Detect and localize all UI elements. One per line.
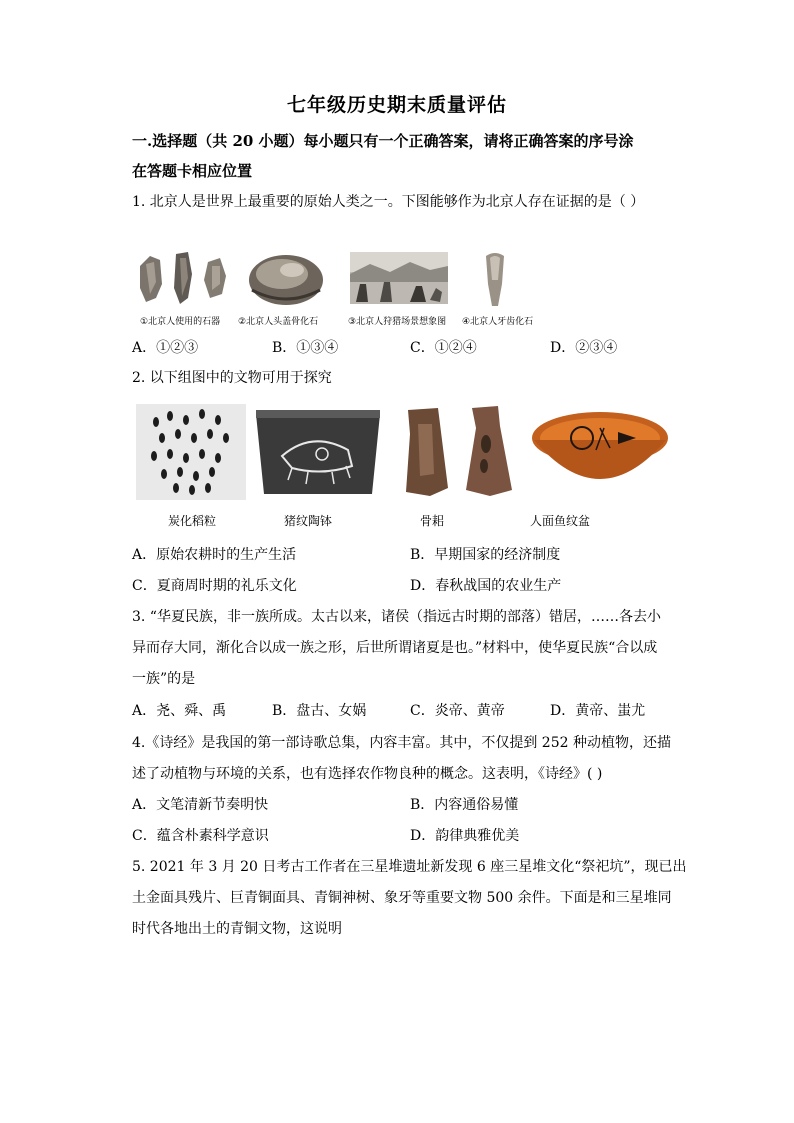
pig-pattern-bowl-image (252, 406, 384, 500)
q4-option-a[interactable]: A．文笔清新节奏明快 (132, 797, 269, 813)
page-title: 七年级历史期末质量评估 (286, 94, 507, 116)
stone-tools-image (136, 248, 228, 310)
tooth-fossil-image (480, 250, 510, 310)
q3-option-b[interactable]: B．盘古、女娲 (272, 703, 367, 719)
section-heading-line1: 一.选择题（共 20 小题）每小题只有一个正确答案，请将正确答案的序号涂 (132, 132, 634, 150)
q2-stem: 2. 以下组图中的文物可用于探究 (132, 370, 332, 386)
q4-option-d[interactable]: D．韵律典雅优美 (410, 828, 520, 844)
bone-spade-image (400, 404, 520, 500)
q2-option-d[interactable]: D．春秋战国的农业生产 (410, 578, 562, 594)
q4-option-c[interactable]: C．蕴含朴素科学意识 (132, 828, 269, 844)
q1-option-b[interactable]: B．①③④ (272, 340, 339, 356)
q1-option-c[interactable]: C．①②④ (410, 340, 477, 356)
q2-option-c[interactable]: C．夏商周时期的礼乐文化 (132, 578, 297, 594)
fish-face-basin-image (530, 408, 670, 498)
q3-line-3: 一族”的是 (132, 671, 196, 687)
q2-option-a[interactable]: A．原始农耕时的生产生活 (132, 547, 297, 563)
q3-option-c[interactable]: C．炎帝、黄帝 (410, 703, 505, 719)
q4-line-1: 4.《诗经》是我国的第一部诗歌总集，内容丰富。其中，不仅提到 252 种动植物，还描 (132, 735, 671, 751)
q4-option-b[interactable]: B．内容通俗易懂 (410, 797, 519, 813)
q5-line-3: 时代各地出土的青铜文物，这说明 (132, 921, 342, 937)
skull-fossil-image (246, 248, 326, 310)
q3-line-2: 异而存大同，渐化合以成一族之形，后世所谓诸夏是也。”材料中，使华夏民族“合以成 (132, 640, 658, 656)
q1-stem: 1. 北京人是世界上最重要的原始人类之一。下图能够作为北京人存在证据的是（ ） (132, 194, 645, 210)
q1-caption-2: ②北京人头盖骨化石 (238, 317, 319, 327)
q2-caption-1: 炭化稻粒 (167, 514, 216, 528)
q1-option-a[interactable]: A．①②③ (132, 340, 199, 356)
q2-caption-2: 猪纹陶钵 (283, 514, 332, 528)
q3-option-d[interactable]: D．黄帝、蚩尤 (550, 703, 646, 719)
q1-caption-1: ①北京人使用的石器 (140, 317, 221, 327)
q1-caption-3: ③北京人狩猎场景想象图 (348, 317, 447, 327)
q4-line-2: 述了动植物与环境的关系，也有选择农作物良种的概念。这表明，《诗经》( ) (132, 766, 603, 782)
section-heading-line2: 在答题卡相应位置 (132, 162, 253, 180)
q2-caption-3: 骨耜 (419, 514, 444, 528)
q2-option-b[interactable]: B．早期国家的经济制度 (410, 547, 561, 563)
hunting-scene-image (350, 252, 448, 304)
q1-caption-4: ④北京人牙齿化石 (462, 317, 534, 327)
q1-option-d[interactable]: D．②③④ (550, 340, 618, 356)
q5-line-1: 5. 2021 年 3 月 20 日考古工作者在三星堆遗址新发现 6 座三星堆文化“祭祀坑”，现已出 (132, 859, 687, 875)
carbonized-rice-image (136, 404, 246, 500)
q3-line-1: 3. “华夏民族，非一族所成。太古以来，诸侯（指远古时期的部落）错居，……各去小 (132, 609, 661, 625)
q2-caption-4: 人面鱼纹盆 (529, 514, 590, 528)
q3-option-a[interactable]: A．尧、舜、禹 (132, 703, 227, 719)
q5-line-2: 土金面具残片、巨青铜面具、青铜神树、象牙等重要文物 500 余件。下面是和三星堆同 (132, 890, 672, 906)
